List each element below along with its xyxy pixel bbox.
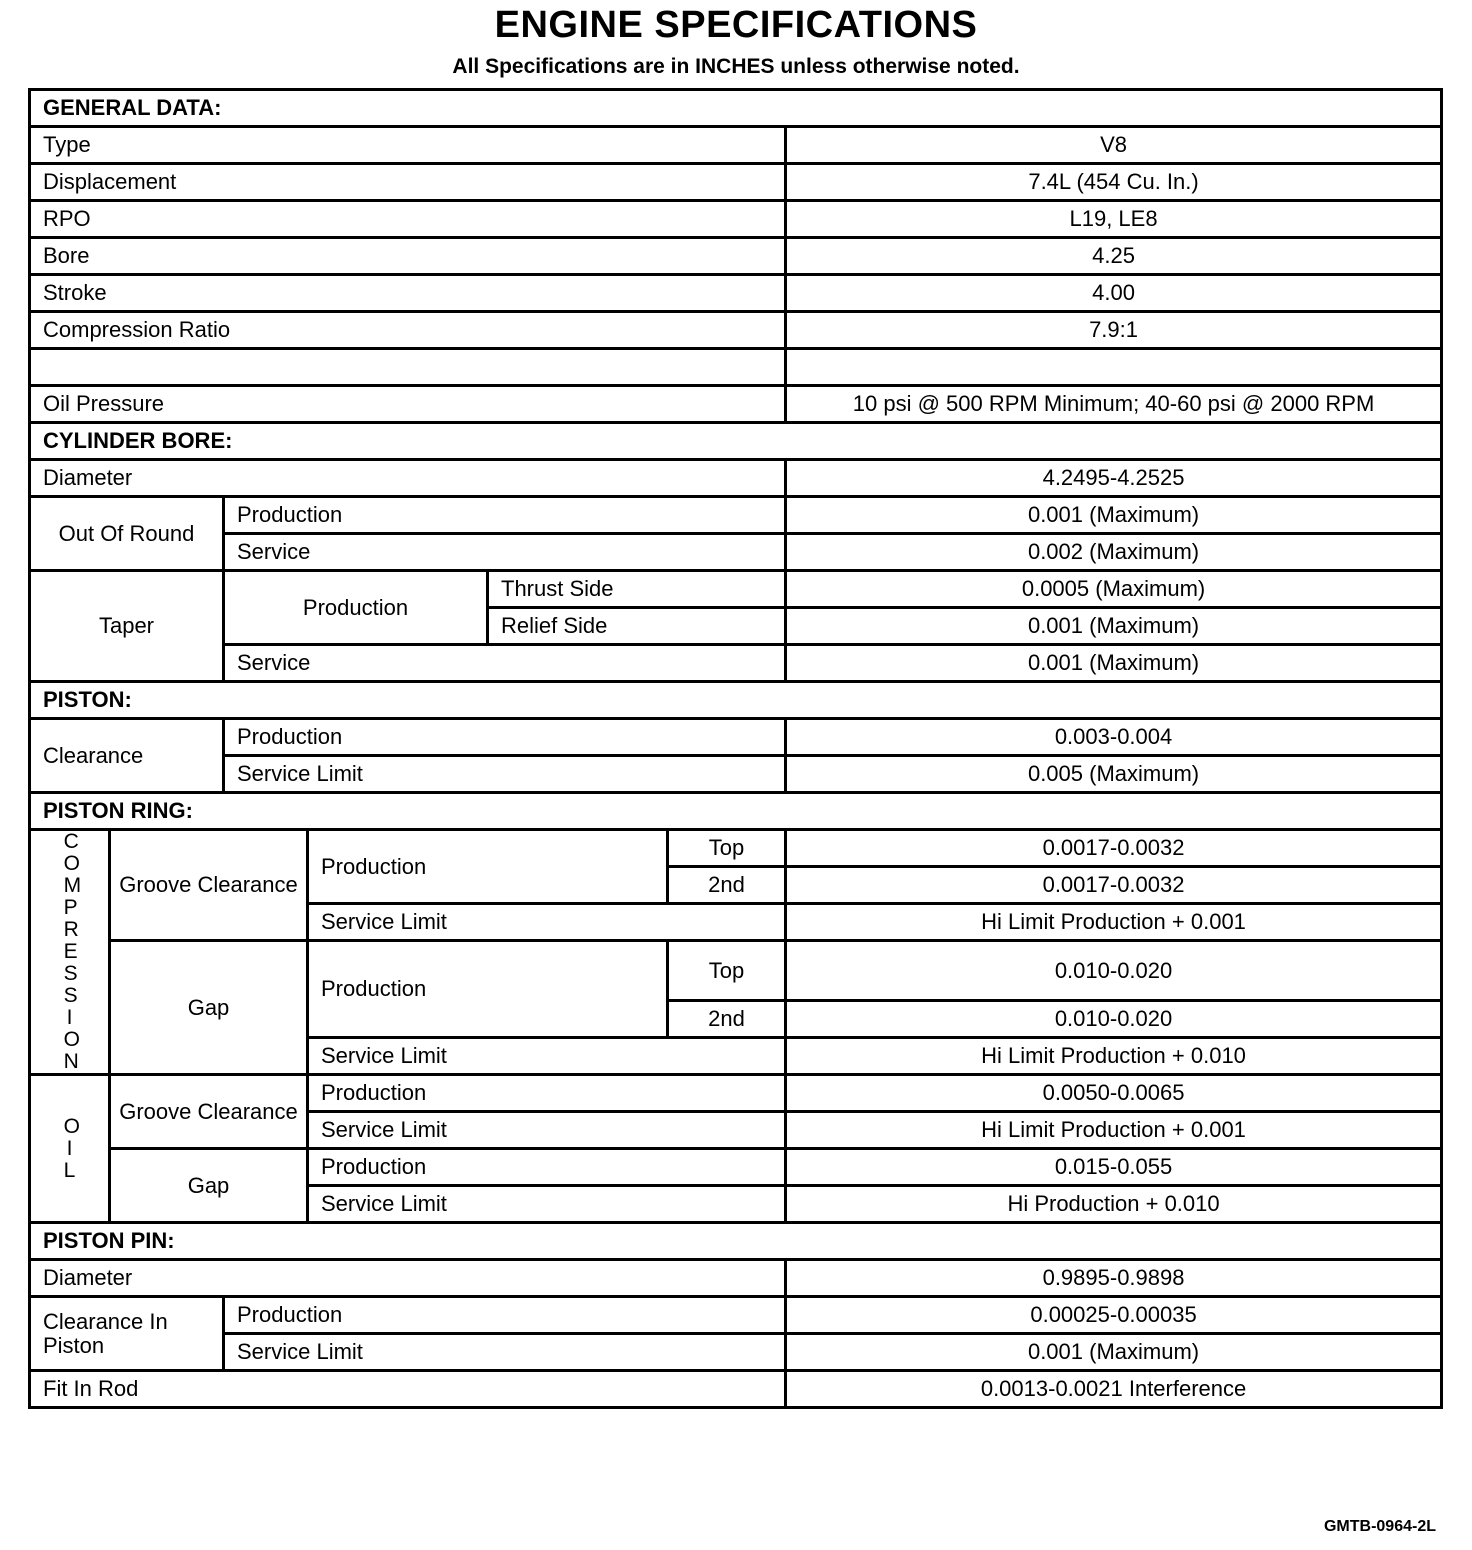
row-label: Diameter (30, 1260, 786, 1297)
row-label: Production (224, 719, 786, 756)
section-row-cylinder-bore (30, 423, 1442, 460)
gap-label: Gap (110, 941, 308, 1075)
row-value: 0.005 (Maximum) (786, 756, 1442, 793)
empty-row (30, 349, 1442, 386)
row-label: Relief Side (488, 608, 786, 645)
table-row (30, 164, 1442, 201)
page-title: ENGINE SPECIFICATIONS (494, 4, 978, 46)
row-value: 0.0050-0.0065 (786, 1075, 1442, 1112)
row-label: Compression Ratio (30, 312, 786, 349)
row-value: 0.002 (Maximum) (786, 534, 1442, 571)
taper-label: Taper (30, 571, 224, 682)
table-row (30, 1260, 1442, 1297)
row-value: 0.0017-0.0032 (786, 830, 1442, 867)
row-value: Hi Limit Production + 0.001 (786, 1112, 1442, 1149)
row-label: Production (308, 1075, 786, 1112)
table-row (30, 312, 1442, 349)
row-value: 0.010-0.020 (786, 1001, 1442, 1038)
table-row (30, 756, 1442, 793)
section-row-general (30, 90, 1442, 127)
row-value: Hi Production + 0.010 (786, 1186, 1442, 1223)
row-label: Service Limit (308, 1186, 786, 1223)
compression-label (30, 830, 110, 1075)
row-label: Thrust Side (488, 571, 786, 608)
clearance-label: Clearance (30, 719, 224, 793)
section-row-piston-ring (30, 793, 1442, 830)
row-label: Type (30, 127, 786, 164)
top-label: Top (668, 941, 786, 1001)
production-label: Production (308, 830, 668, 904)
row-label: Service Limit (224, 1334, 786, 1371)
table-row (30, 201, 1442, 238)
table-row (30, 238, 1442, 275)
row-label: Stroke (30, 275, 786, 312)
row-label: Displacement (30, 164, 786, 201)
row-label: Production (224, 497, 786, 534)
row-label: Oil Pressure (30, 386, 786, 423)
groove-clearance-label: Groove Clearance (110, 830, 308, 941)
row-value: 0.001 (Maximum) (786, 1334, 1442, 1371)
row-label: Service (224, 645, 786, 682)
row-label: RPO (30, 201, 786, 238)
table-row (30, 645, 1442, 682)
table-row (30, 571, 1442, 608)
table-row (30, 1371, 1442, 1408)
oil-vertical-text: OIL (63, 1114, 80, 1182)
section-heading-piston: PISTON: (30, 682, 1442, 719)
clearance-in-piston-label: Clearance In Piston (30, 1297, 224, 1371)
gap-label: Gap (110, 1149, 308, 1223)
row-value: 4.2495-4.2525 (786, 460, 1442, 497)
row-label: Service (224, 534, 786, 571)
empty-cell (786, 349, 1442, 386)
table-row (30, 941, 1442, 1001)
row-value: 4.00 (786, 275, 1442, 312)
row-label: Bore (30, 238, 786, 275)
table-row (30, 127, 1442, 164)
table-row (30, 497, 1442, 534)
compression-vertical-text: COMPRESSION (63, 830, 82, 1073)
row-value: 0.9895-0.9898 (786, 1260, 1442, 1297)
row-value: 4.25 (786, 238, 1442, 275)
row-value: Hi Limit Production + 0.010 (786, 1038, 1442, 1075)
row-value: 7.9:1 (786, 312, 1442, 349)
row-value: V8 (786, 127, 1442, 164)
table-row (30, 386, 1442, 423)
second-label: 2nd (668, 867, 786, 904)
row-value: 0.001 (Maximum) (786, 497, 1442, 534)
row-value: 0.010-0.020 (786, 941, 1442, 1001)
row-value: L19, LE8 (786, 201, 1442, 238)
oil-label (30, 1075, 110, 1223)
section-heading-piston-pin: PISTON PIN: (30, 1223, 1442, 1260)
table-row (30, 1297, 1442, 1334)
row-label: Fit In Rod (30, 1371, 786, 1408)
row-label: Service Limit (308, 1038, 786, 1075)
table-row (30, 1334, 1442, 1371)
row-value: 0.001 (Maximum) (786, 645, 1442, 682)
row-value: 0.0013-0.0021 Interference (786, 1371, 1442, 1408)
figure-code: GMTB-0964-2L (1323, 1518, 1436, 1535)
row-label: Service Limit (224, 756, 786, 793)
table-row (30, 460, 1442, 497)
second-label: 2nd (668, 1001, 786, 1038)
row-value: 0.001 (Maximum) (786, 608, 1442, 645)
row-label: Service Limit (308, 904, 786, 941)
page-subtitle: All Specifications are in INCHES unless otherwise noted. (452, 55, 1020, 78)
row-value: 7.4L (454 Cu. In.) (786, 164, 1442, 201)
row-label: Diameter (30, 460, 786, 497)
out-of-round-label: Out Of Round (30, 497, 224, 571)
empty-cell (30, 349, 786, 386)
taper-production-label: Production (224, 571, 488, 645)
row-value: 0.015-0.055 (786, 1149, 1442, 1186)
production-label: Production (308, 941, 668, 1038)
section-heading-piston-ring: PISTON RING: (30, 793, 1442, 830)
row-label: Production (224, 1297, 786, 1334)
row-value: 10 psi @ 500 RPM Minimum; 40-60 psi @ 2000 RPM (786, 386, 1442, 423)
table-row (30, 830, 1442, 867)
table-row (30, 719, 1442, 756)
table-row (30, 275, 1442, 312)
groove-clearance-label: Groove Clearance (110, 1075, 308, 1149)
section-row-piston-pin (30, 1223, 1442, 1260)
row-value: Hi Limit Production + 0.001 (786, 904, 1442, 941)
top-label: Top (668, 830, 786, 867)
row-value: 0.003-0.004 (786, 719, 1442, 756)
row-label: Service Limit (308, 1112, 786, 1149)
table-row (30, 1149, 1442, 1186)
table-row (30, 534, 1442, 571)
row-value: 0.0005 (Maximum) (786, 571, 1442, 608)
section-heading-cylinder-bore: CYLINDER BORE: (30, 423, 1442, 460)
section-heading-general: GENERAL DATA: (30, 90, 1442, 127)
engine-spec-table (28, 88, 1443, 1409)
row-label: Production (308, 1149, 786, 1186)
table-row (30, 1075, 1442, 1112)
row-value: 0.0017-0.0032 (786, 867, 1442, 904)
section-row-piston (30, 682, 1442, 719)
row-value: 0.00025-0.00035 (786, 1297, 1442, 1334)
